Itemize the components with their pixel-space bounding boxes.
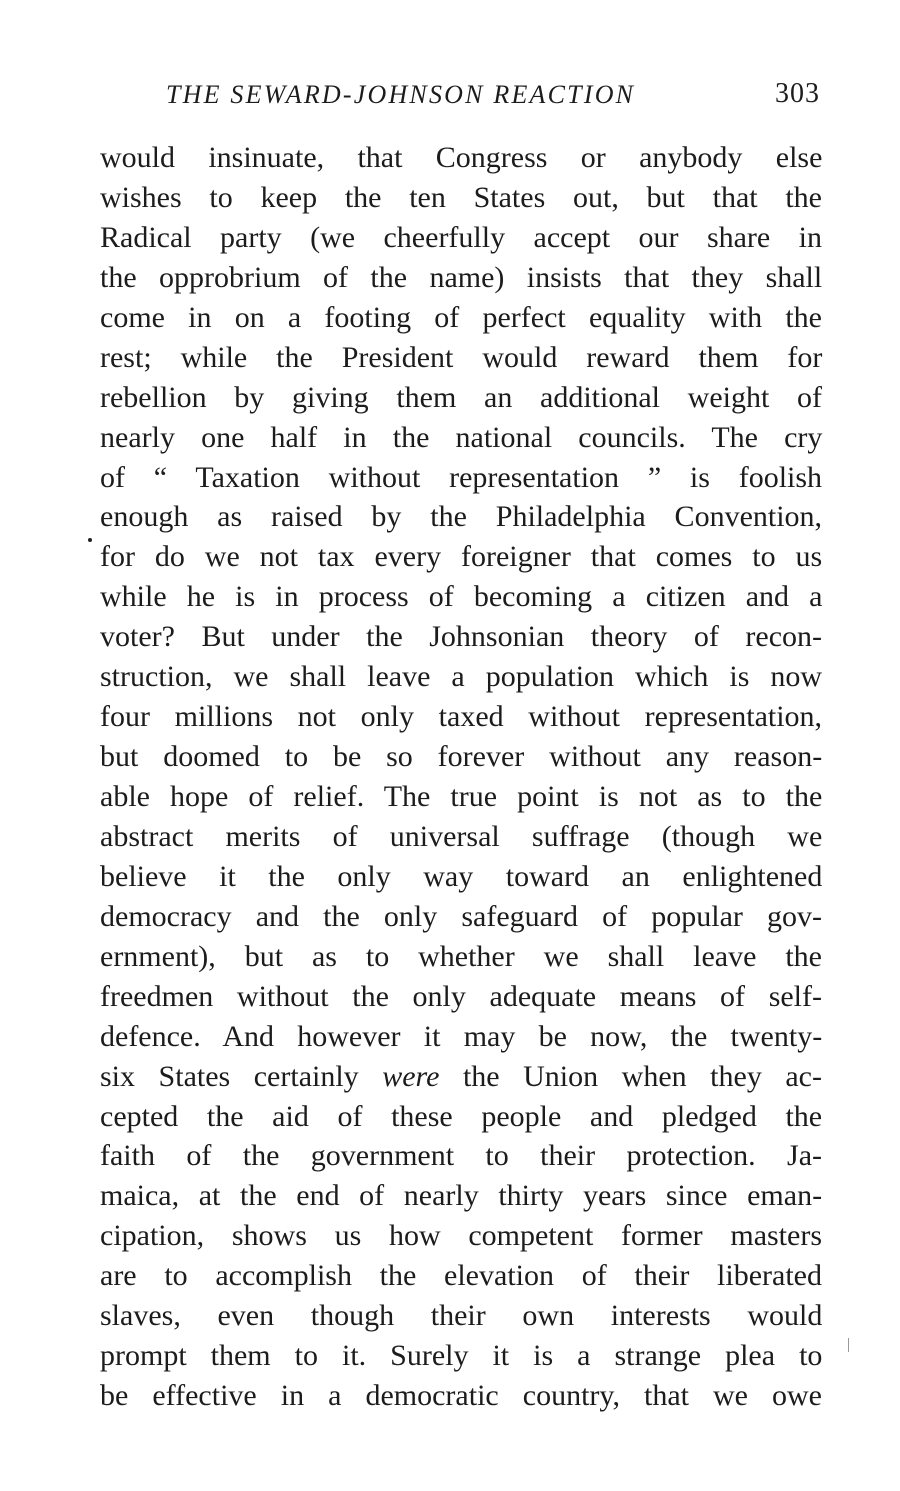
- text-line: democracy and the only safeguard of popular gov-: [100, 899, 822, 933]
- text-line: of “ Taxation without representation ” is foolish: [100, 460, 823, 494]
- text-line: are to accomplish the elevation of their liberated: [100, 1259, 822, 1293]
- text-line: come in on a footing of perfect equality with the: [100, 300, 822, 334]
- text-line: slaves, even though their own interests would: [100, 1299, 823, 1333]
- text-line: while he is in process of becoming a citizen and a: [100, 580, 823, 614]
- text-line: cipation, shows us how competent former masters: [100, 1219, 822, 1253]
- text-line: Radical party (we cheerfully accept our share in: [100, 220, 822, 254]
- text-line: nearly one half in the national councils. The cry: [100, 420, 823, 454]
- text-line: voter? But under the Johnsonian theory of recon-: [100, 620, 822, 654]
- emphasized-word: were: [382, 1059, 440, 1093]
- text-line: rebellion by giving them an additional weight of: [100, 380, 822, 414]
- text-segment: the Union when they ac-: [439, 1059, 822, 1093]
- text-line: believe it the only way toward an enlightened: [100, 859, 823, 893]
- text-line: be effective in a democratic country, that we owe: [100, 1379, 822, 1413]
- text-line: able hope of relief. The true point is not as to the: [100, 780, 823, 813]
- text-line-with-emphasis: [100, 1057, 822, 1097]
- text-line: would insinuate, that Congress or anybody else: [100, 141, 823, 174]
- text-line: freedmen without the only adequate means of self-: [100, 979, 822, 1013]
- text-line: ernment), but as to whether we shall leave the: [100, 939, 822, 973]
- text-line: struction, we shall leave a population which is now: [100, 660, 823, 694]
- text-line: enough as raised by the Philadelphia Convention,: [100, 500, 823, 534]
- body-text: [100, 138, 822, 1416]
- margin-mark: [848, 1338, 849, 1352]
- text-line: faith of the government to their protection. Ja-: [100, 1139, 822, 1173]
- text-line: prompt them to it. Surely it is a strange plea to: [100, 1339, 823, 1373]
- page-number: 303: [775, 78, 820, 109]
- text-segment: six States certainly: [100, 1059, 383, 1093]
- text-line: abstract merits of universal suffrage (though we: [100, 819, 823, 853]
- text-line: the opprobrium of the name) insists that they shall: [100, 260, 823, 294]
- running-title: THE SEWARD-JOHNSON REACTION: [166, 80, 636, 109]
- running-head: [100, 78, 822, 116]
- text-line: but doomed to be so forever without any reason-: [100, 740, 823, 774]
- text-line: for do we not tax every foreigner that comes to us: [100, 540, 823, 574]
- text-line: rest; while the President would reward them for: [100, 340, 823, 374]
- text-line: maica, at the end of nearly thirty years since eman-: [100, 1179, 823, 1213]
- text-line: four millions not only taxed without representation,: [100, 700, 823, 734]
- ink-speck: [88, 538, 92, 542]
- text-line: defence. And however it may be now, the twenty-: [100, 1019, 823, 1053]
- text-line: cepted the aid of these people and pledged the: [100, 1099, 823, 1133]
- text-line: wishes to keep the ten States out, but that the: [100, 180, 822, 214]
